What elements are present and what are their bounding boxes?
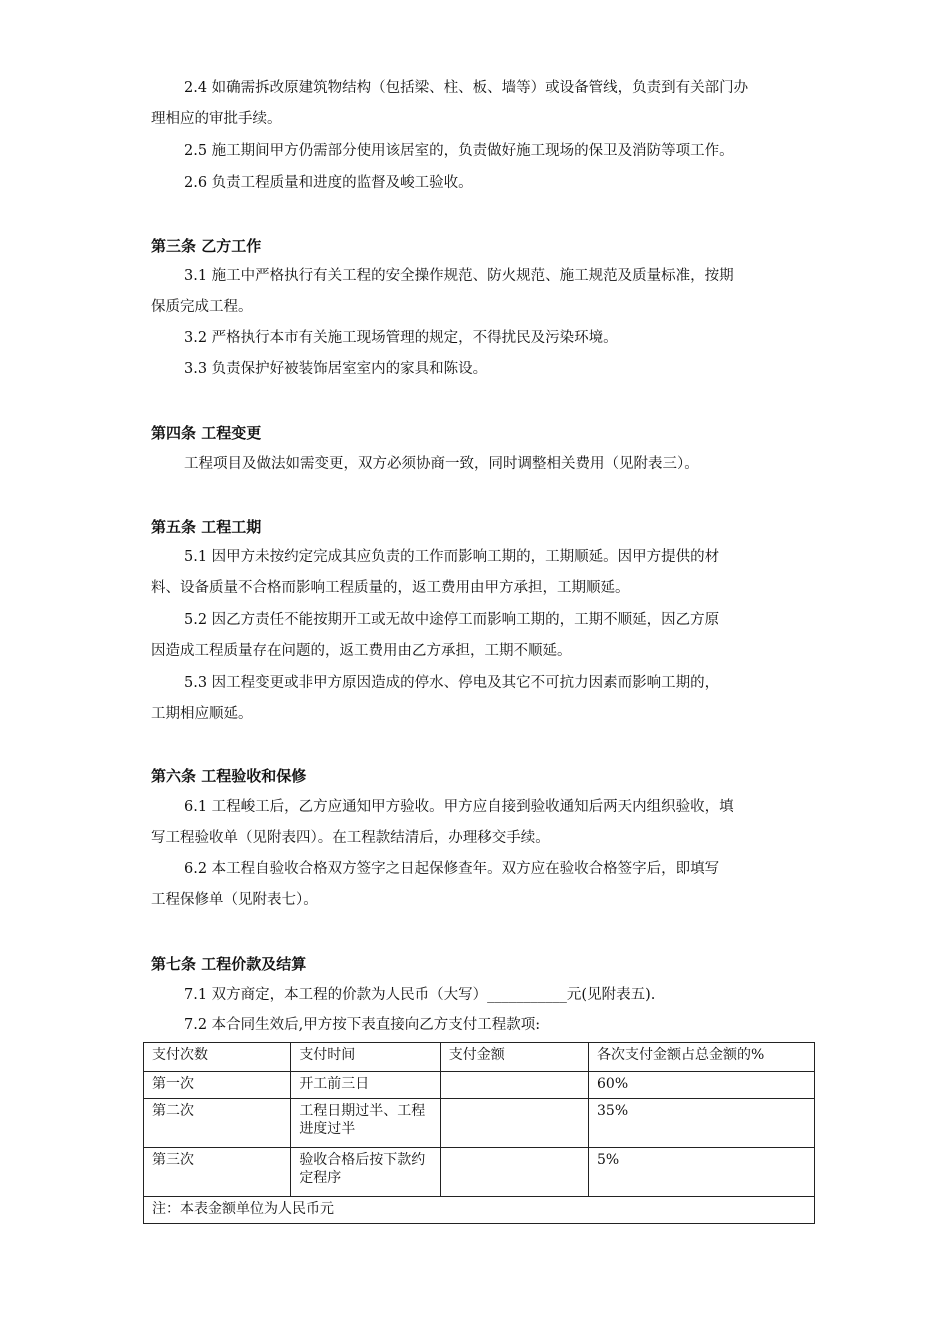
clause-5-2-line-2: 因造成工程质量存在问题的，返工费用由乙方承担，工期不顺延。 [151,643,572,659]
header-payment-time: 支付时间 [291,1043,440,1072]
clause-3-1-line-1: 3.1 施工中严格执行有关工程的安全操作规范、防火规范、施工规范及质量标准，按期 [184,268,734,284]
section-7-heading: 第七条 工程价款及结算 [151,955,307,973]
payment-percent: 5% [589,1148,815,1197]
payment-amount [440,1072,588,1099]
clause-2-4-line-2: 理相应的审批手续。 [151,111,282,127]
payment-amount [440,1099,588,1148]
section-5-heading: 第五条 工程工期 [151,518,262,536]
clause-5-3-line-1: 5.3 因工程变更或非甲方原因造成的停水、停电及其它不可抗力因素而影响工期的， [184,675,720,691]
clause-7-1: 7.1 双方商定，本工程的价款为人民币（大写）___________元(见附表五). [184,987,656,1003]
clause-2-5: 2.5 施工期间甲方仍需部分使用该居室的，负责做好施工现场的保卫及消防等项工作。 [184,143,734,159]
payment-number: 第一次 [144,1072,291,1099]
clause-5-3-line-2: 工期相应顺延。 [151,706,253,722]
clause-6-1-line-1: 6.1 工程峻工后，乙方应通知甲方验收。甲方应自接到验收通知后两天内组织验收，填 [184,799,734,815]
clause-3-2: 3.2 严格执行本市有关施工现场管理的规定，不得扰民及污染环境。 [184,330,618,346]
payment-percent: 35% [589,1099,815,1148]
header-payment-amount: 支付金额 [440,1043,588,1072]
payment-table [143,1042,815,1224]
payment-amount [440,1148,588,1197]
payment-time: 工程日期过半、工程进度过半 [291,1099,440,1148]
table-row [144,1099,815,1148]
table-row [144,1148,815,1197]
section-3-heading: 第三条 乙方工作 [151,237,262,255]
payment-time: 开工前三日 [291,1072,440,1099]
clause-2-4-line-1: 2.4 如确需拆改原建筑物结构（包括梁、柱、板、墙等）或设备管线，负责到有关部门办 [184,80,749,96]
clause-2-6: 2.6 负责工程质量和进度的监督及峻工验收。 [184,175,473,191]
clause-5-1-line-1: 5.1 因甲方未按约定完成其应负责的工作而影响工期的，工期顺延。因甲方提供的材 [184,549,720,565]
table-note-row [144,1197,815,1224]
clause-5-1-line-2: 料、设备质量不合格而影响工程质量的，返工费用由甲方承担，工期顺延。 [151,580,630,596]
section-4-heading: 第四条 工程变更 [151,424,262,442]
table-header-row [144,1043,815,1072]
clause-5-2-line-1: 5.2 因乙方责任不能按期开工或无故中途停工而影响工期的，工期不顺延，因乙方原 [184,612,720,628]
clause-3-1-line-2: 保质完成工程。 [151,299,253,315]
payment-number: 第二次 [144,1099,291,1148]
clause-6-2-line-2: 工程保修单（见附表七）。 [151,892,318,908]
clause-6-1-line-2: 写工程验收单（见附表四）。在工程款结清后，办理移交手续。 [151,830,550,846]
payment-time: 验收合格后按下款约定程序 [291,1148,440,1197]
payment-number: 第三次 [144,1148,291,1197]
clause-4: 工程项目及做法如需变更，双方必须协商一致，同时调整相关费用（见附表三）。 [184,456,699,472]
clause-7-2: 7.2 本合同生效后,甲方按下表直接向乙方支付工程款项: [184,1017,541,1033]
section-6-heading: 第六条 工程验收和保修 [151,767,307,785]
clause-6-2-line-1: 6.2 本工程自验收合格双方签字之日起保修查年。双方应在验收合格签字后，即填写 [184,861,720,877]
payment-percent: 60% [589,1072,815,1099]
header-payment-number: 支付次数 [144,1043,291,1072]
table-note: 注：本表金额单位为人民币元 [144,1197,815,1224]
clause-3-3: 3.3 负责保护好被装饰居室室内的家具和陈设。 [184,361,488,377]
header-payment-percent: 各次支付金额占总金额的% [589,1043,815,1072]
table-row [144,1072,815,1099]
